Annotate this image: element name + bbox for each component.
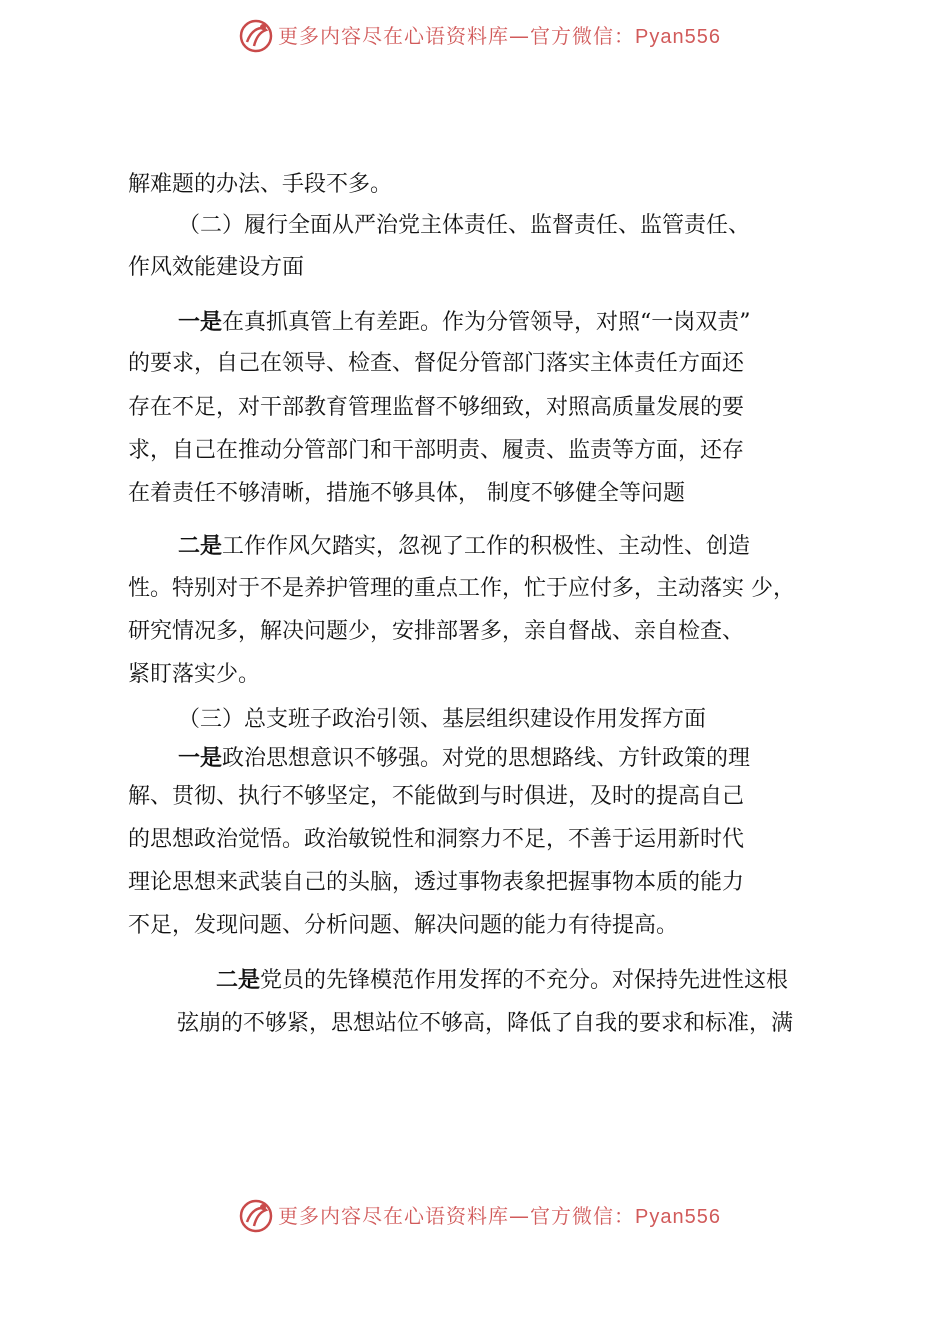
line-text: 研究情况多，解决问题少，安排部署多，亲自督战、亲自检查、: [128, 619, 745, 644]
watermark-site-text: 更多内容尽在心语资料库—: [278, 24, 530, 48]
line-text: 在真抓真管上有差距。作为分管领导，对照“一岗双责”: [222, 310, 751, 335]
watermark-logo-icon: [238, 18, 274, 54]
paragraph-4-line-1: [216, 966, 788, 996]
line-text: 政治思想意识不够强。对党的思想路线、方针政策的理: [222, 746, 751, 771]
paragraph-1-line-2: [128, 349, 744, 379]
line-text: 作风效能建设方面: [128, 255, 305, 280]
paragraph-2-line-4: [128, 660, 260, 690]
line-text: 在着责任不够清晰，措施不够具体， 制度不够健全等问题: [128, 481, 685, 506]
section-heading-2-cont: [128, 253, 304, 283]
watermark-text: [278, 1200, 721, 1229]
paragraph-2-line-1: [178, 532, 750, 562]
line-text: 解、贯彻、执行不够坚定，不能做到与时俱进，及时的提高自己: [128, 784, 745, 809]
paragraph-3-line-5: [128, 911, 678, 941]
point-lead: 二是: [216, 968, 261, 993]
line-text: （三）总支班子政治引领、基层组织建设作用发挥方面: [178, 707, 707, 732]
paragraph-3-line-1: [178, 744, 750, 774]
section-heading-2: [178, 211, 750, 241]
line-text: 理论思想来武装自己的头脑，透过事物表象把握事物本质的能力: [128, 870, 745, 895]
paragraph-2-line-2: [128, 574, 795, 604]
line-text: 解难题的办法、手段不多。: [128, 172, 393, 197]
line-text: 弦崩的不够紧，思想站位不够高，降低了自我的要求和标准，满: [177, 1011, 794, 1036]
line-text: 求，自己在推动分管部门和干部明责、履责、监责等方面，还存: [128, 438, 745, 463]
paragraph-4-line-2: [177, 1009, 793, 1039]
paragraph-1-line-5: [128, 479, 685, 509]
header-watermark: [0, 14, 950, 58]
watermark-site-text: 更多内容尽在心语资料库—: [278, 1204, 530, 1228]
paragraph-2-line-3: [128, 617, 744, 647]
point-lead: 二是: [178, 534, 223, 559]
line-text: 的思想政治觉悟。政治敏锐性和洞察力不足，不善于运用新时代: [128, 827, 745, 852]
footer-watermark: [0, 1194, 950, 1238]
line-text: （二）履行全面从严治党主体责任、监督责任、监管责任、: [178, 213, 751, 238]
paragraph-1-line-1: [178, 308, 751, 338]
paragraph-3-line-3: [128, 825, 744, 855]
watermark-logo-icon: [238, 1198, 274, 1234]
point-lead: 一是: [178, 746, 223, 771]
line-text: 紧盯落实少。: [128, 662, 261, 687]
line-text: 不足，发现问题、分析问题、解决问题的能力有待提高。: [128, 913, 679, 938]
paragraph-1-line-4: [128, 436, 744, 466]
point-lead: 一是: [178, 310, 223, 335]
line-text: 的要求，自己在领导、检查、督促分管部门落实主体责任方面还: [128, 351, 745, 376]
section-heading-3: [178, 705, 706, 735]
line-text: 存在不足，对干部教育管理监督不够细致，对照高质量发展的要: [128, 395, 745, 420]
watermark-text: [278, 20, 721, 49]
line-text: 党员的先锋模范作用发挥的不充分。对保持先进性这根: [260, 968, 789, 993]
paragraph-1-line-3: [128, 393, 744, 423]
paragraph-3-line-4: [128, 868, 744, 898]
watermark-wechat-text: 官方微信：Pyan556: [530, 1206, 721, 1228]
paragraph-3-line-2: [128, 782, 744, 812]
line-text: 性。特别对于不是养护管理的重点工作，忙于应付多，主动落实 少，: [128, 576, 795, 601]
line-text: 工作作风欠踏实，忽视了工作的积极性、主动性、创造: [222, 534, 751, 559]
watermark-wechat-text: 官方微信：Pyan556: [530, 26, 721, 48]
text-line-1: [128, 170, 392, 200]
